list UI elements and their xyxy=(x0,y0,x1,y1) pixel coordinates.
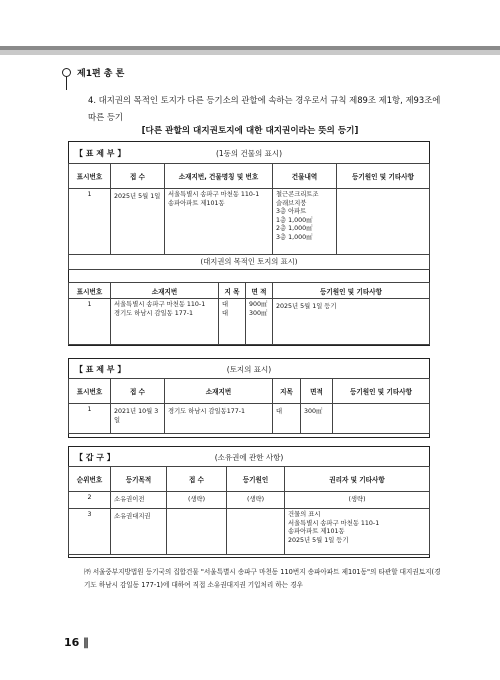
table3-box xyxy=(68,446,430,558)
table2 xyxy=(68,378,430,434)
t1s-h4: 등기원인 및 기타사항 xyxy=(273,283,430,299)
t3-h0: 순위번호 xyxy=(69,467,111,492)
caption: [다른 관할의 대지권토지에 대한 대지권이라는 뜻의 등기] xyxy=(141,126,359,136)
table2-box xyxy=(68,358,430,438)
t3-r1-date xyxy=(167,509,227,555)
t1-details: 철근콘크리트조 슬래브지붕 3층 아파트 1층 1,000㎡ 2층 1,000㎡ 3층 1,000㎡ xyxy=(273,189,337,255)
t1s-h3: 면 적 xyxy=(246,283,273,299)
t2-h4: 면적 xyxy=(301,379,333,404)
t2-h5: 등기원인 및 기타사항 xyxy=(333,379,430,404)
t1s-remarks: 2025년 5월 1일 등기 xyxy=(273,299,430,345)
table2-desc: (토지의 표시) xyxy=(226,365,272,374)
t3-r0-cause: (생략) xyxy=(227,492,285,509)
table3 xyxy=(68,466,430,555)
t1s-h1: 소재지번 xyxy=(111,283,219,299)
table3-section: 【 갑 구 】 xyxy=(75,453,115,462)
table1 xyxy=(68,163,430,270)
table3-desc: (소유권에 관한 사항) xyxy=(214,453,284,462)
t3-r1-remarks: 건물의 표시 서울특별시 송파구 마천동 110-1 송파아파트 제101동 2025년 5월 1일 등기 xyxy=(285,509,430,555)
t1-remarks xyxy=(337,189,430,255)
t1s-no: 1 xyxy=(69,299,111,345)
header-bar-dark xyxy=(0,46,500,50)
t3-r0-no: 2 xyxy=(69,492,111,509)
t2-area: 300㎡ xyxy=(301,404,333,434)
t1s-location: 서울특별시 송파구 마천동 110-1 경기도 하남시 감일동 177-1 xyxy=(111,299,219,345)
t1-date: 2025년 5월 1일 xyxy=(111,189,165,255)
t1-h0: 표시번호 xyxy=(69,164,111,189)
t1-h2: 소재지번, 건물명칭 및 번호 xyxy=(165,164,273,189)
footnote: ㈜ 서울중부지방법원 등기국의 집합건물 "서울특별시 송파구 마천동 110번지 송파아파트 제101동"의 타관할 대지권토지(경기도 하남시 감일동 177-1)에 대하여 직접 소유권대지권 기입처리 하는 경우 xyxy=(84,568,441,589)
t2-no: 1 xyxy=(69,404,111,434)
t1s-h2: 지 목 xyxy=(219,283,246,299)
chapter-header xyxy=(62,66,124,79)
t3-r1-cause xyxy=(227,509,285,555)
table2-section: 【 표 제 부 】 xyxy=(75,365,126,374)
t1s-h0: 표시번호 xyxy=(69,283,111,299)
intro-text: 4. 대지권의 목적인 토지가 다른 등기소의 관할에 속하는 경우로서 규칙 제89조 제1항, 제93조에 따른 등기 xyxy=(88,95,441,122)
page-number: 16 ∥ xyxy=(64,636,89,649)
table1-section: 【 표 제 부 】 xyxy=(75,149,126,158)
t3-h4: 권리자 및 기타사항 xyxy=(285,467,430,492)
t3-h3: 등기원인 xyxy=(227,467,285,492)
table1-sub xyxy=(68,282,430,345)
t2-h0: 표시번호 xyxy=(69,379,111,404)
t3-r0-purpose: 소유권이전 xyxy=(111,492,167,509)
table1-desc: (1동의 건물의 표시) xyxy=(215,149,283,158)
chapter-title: 제1편 총 론 xyxy=(77,69,125,79)
t2-type: 대 xyxy=(273,404,301,434)
t1-h3: 건물내역 xyxy=(273,164,337,189)
t2-h3: 지목 xyxy=(273,379,301,404)
t1-location: 서울특별시 송파구 마천동 110-1 송파아파트 제101동 xyxy=(165,189,273,255)
t1-no: 1 xyxy=(69,189,111,255)
t1s-type: 대 대 xyxy=(219,299,246,345)
t2-location: 경기도 하남시 감일동177-1 xyxy=(165,404,273,434)
t3-r1-no: 3 xyxy=(69,509,111,555)
t2-date: 2021년 10월 3일 xyxy=(111,404,165,434)
t3-r0-date: (생략) xyxy=(167,492,227,509)
t3-r0-remarks: (생략) xyxy=(285,492,430,509)
t1-h4: 등기원인 및 기타사항 xyxy=(337,164,430,189)
t3-h1: 등기목적 xyxy=(111,467,167,492)
t1-h1: 접 수 xyxy=(111,164,165,189)
t1s-area: 900㎡ 300㎡ xyxy=(246,299,273,345)
t3-r1-purpose: 소유권대지권 xyxy=(111,509,167,555)
t2-h1: 접 수 xyxy=(111,379,165,404)
t2-h2: 소재지번 xyxy=(165,379,273,404)
header-line xyxy=(66,76,67,90)
t3-h2: 접 수 xyxy=(167,467,227,492)
table1-box xyxy=(68,141,430,346)
t1-sub-desc: (대지권의 목적인 토지의 표시) xyxy=(69,255,430,270)
t2-remarks xyxy=(333,404,430,434)
